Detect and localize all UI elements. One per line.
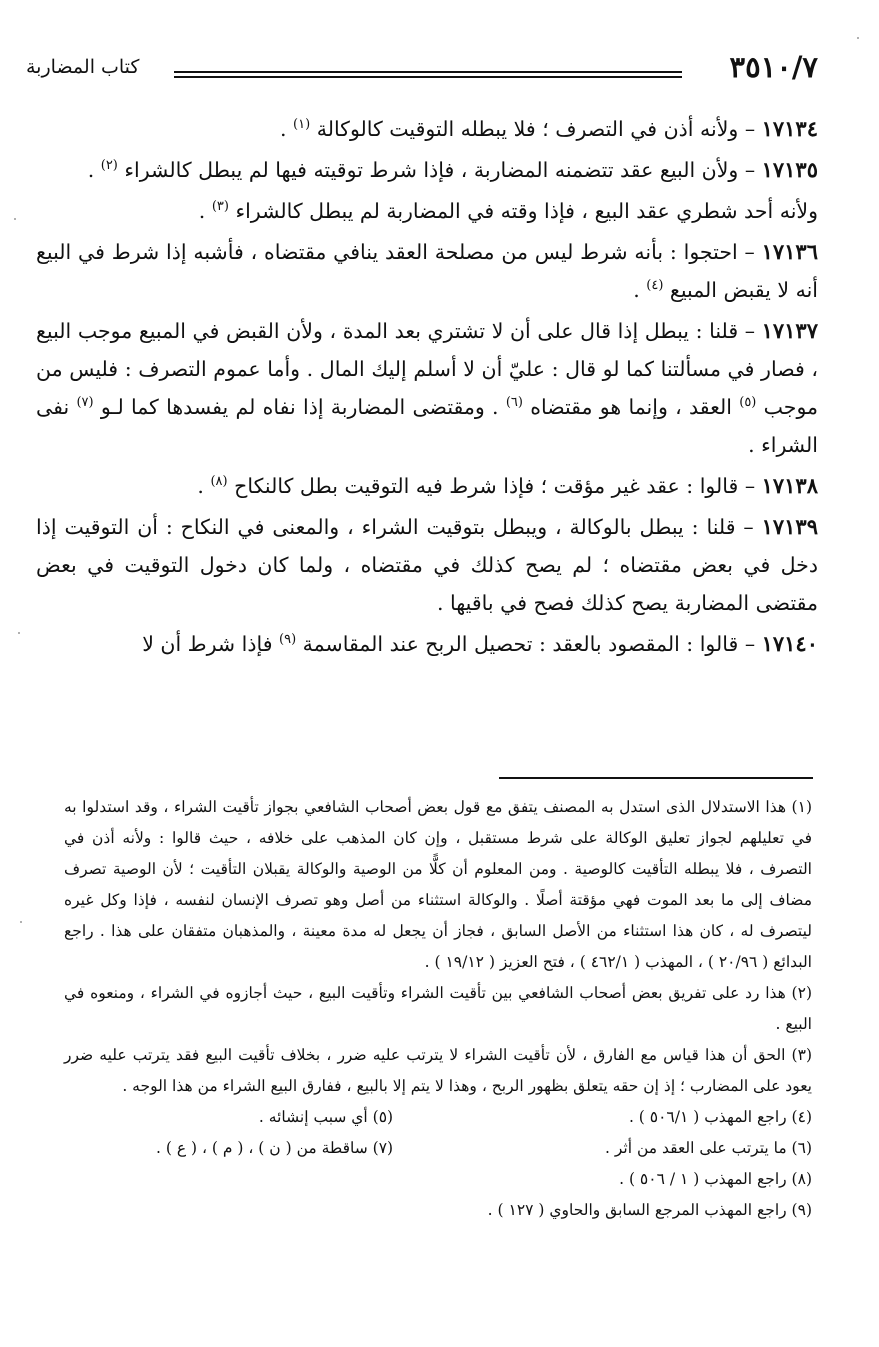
paragraph-unnumbered <box>36 192 818 230</box>
header-rule <box>174 71 682 73</box>
footnote-1: (١) هذا الاستدلال الذى استدل به المصنف يتفق مع قول بعض أصحاب الشافعي بجواز تأقيت الشراء ، وقد استدلوا به في تعليلهم لجواز تعليق الوكالة على شرط مستقبل ، وإن كان المذهب على خلافه ، حيث قالوا : ولأنه أذن في التصرف ، فلا يبطله التأقيت كالوصية . ومن المعلوم أن كلًّا من الوصية والوكالة يقبلان التأقيت ؛ لأن الوصية تصرف مضاف إلى ما بعد الموت فهي مؤقتة أصلًا . والوكالة استثناء من أصل وهو تصرف الإنسان لنفسه ، فإذا وكل غيره ليتصرف له ، كان هذا استثناء من الأصل السابق ، فجاز أن يجعل له مدة معينة ، والمذهبان متفقان على هذا . راجع البدائع ( ٢٠/٩٦ ) ، المهذب ( ٤٦٢/١ ) ، فتح العزيز ( ١٩/١٢ ) . <box>64 798 812 971</box>
footnote-2: (٢) هذا رد على تفريق بعض أصحاب الشافعي بين تأقيت الشراء وتأقيت البيع ، حيث أجازوه في الشراء ، ومنعوه في البيع . <box>64 984 812 1033</box>
paragraph-17135 <box>36 151 818 189</box>
footnote-8: (٨) راجع المهذب ( ١ / ٥٠٦ ) . <box>619 1170 812 1188</box>
footnote-6: (٦) ما يترتب على العقد من أثر . <box>604 1139 812 1157</box>
scan-speck <box>857 37 859 39</box>
paragraph-17138 <box>36 467 818 505</box>
entry-number: ١٧١٣٨ <box>761 473 818 498</box>
entry-number: ١٧١٣٥ <box>761 157 818 182</box>
paragraph-tail: . <box>280 117 294 141</box>
paragraph-tail: فإذا شرط أن لا <box>142 632 280 656</box>
footnote-4: (٤) راجع المهذب ( ٥٠٦/١ ) . <box>628 1108 812 1126</box>
footnote-ref[interactable]: (٣) <box>211 199 229 215</box>
paragraph-text: – قالوا : المقصود بالعقد : تحصيل الربح عند المقاسمة <box>296 632 762 656</box>
book-title: كتاب المضاربة <box>26 56 140 78</box>
footnote-3: (٣) الحق أن هذا قياس مع الفارق ، لأن تأقيت الشراء لا يترتب عليه ضرر ، بخلاف تأقيت البيع فقد يترتب عليه ضرر يعود على المضارب ؛ إذ إن حقه يتعلق بظهور الربح ، وهذا لا يتم إلا بالبيع ، ففارق البيع الشراء من هذا الوجه . <box>64 1046 812 1095</box>
footnote-ref[interactable]: (٨) <box>210 474 228 490</box>
scan-speck <box>18 632 20 634</box>
entry-number: ١٧١٣٤ <box>761 116 818 141</box>
footnote-5: (٥) أي سبب إنشائه . <box>258 1108 394 1126</box>
scan-speck <box>20 921 22 923</box>
paragraph-text: – ولأنه أذن في التصرف ؛ فلا يبطله التوقيت كالوكالة <box>310 117 762 141</box>
entry-number: ١٧١٣٦ <box>761 239 818 264</box>
footnote-separator <box>499 777 813 779</box>
entry-number: ١٧١٤٠ <box>761 631 818 656</box>
paragraph-text: – احتجوا : بأنه شرط ليس من مصلحة العقد ينافي مقتضاه ، فأشبه إذا شرط في البيع أنه لا يقبض المبيع <box>36 240 818 302</box>
paragraph-17137 <box>36 312 818 464</box>
paragraph-17136 <box>36 233 818 309</box>
footnote-ref[interactable]: (١) <box>293 117 311 133</box>
header-rule <box>174 76 682 78</box>
footnote-ref[interactable]: (٦) <box>505 395 523 411</box>
footnote-9: (٩) راجع المهذب المرجع السابق والحاوي ( ١٢٧ ) . <box>487 1201 812 1219</box>
paragraph-text: – ولأن البيع عقد تتضمنه المضاربة ، فإذا شرط توقيته فيها لم يبطل كالشراء <box>117 158 762 182</box>
footnote-row <box>64 1102 812 1133</box>
footnote-ref[interactable]: (٢) <box>100 158 118 174</box>
paragraph-tail: نفى الشراء . <box>36 395 818 457</box>
footnote-ref[interactable]: (٩) <box>279 632 297 648</box>
footnote-7: (٧) ساقطة من ( ن ) ، ( م ) ، ( ع ) . <box>156 1139 394 1157</box>
paragraph-text: – قالوا : عقد غير مؤقت ؛ فإذا شرط فيه التوقيت بطل كالنكاح <box>227 474 762 498</box>
page-number: ٣٥١٠/٧ <box>729 50 818 84</box>
footnote-ref[interactable]: (٧) <box>76 395 94 411</box>
paragraph-tail: . <box>197 474 211 498</box>
paragraph-text: العقد ، وإنما هو مقتضاه <box>522 395 740 419</box>
running-header <box>26 50 818 90</box>
entry-number: ١٧١٣٧ <box>761 318 818 343</box>
scan-speck <box>14 218 16 220</box>
footnotes <box>64 792 812 1226</box>
paragraph-text: – قلنا : يبطل بالوكالة ، ويبطل بتوقيت الشراء ، والمعنى في النكاح : أن التوقيت إذا دخل في بعض مقتضاه ؛ لم يصح كذلك في مقتضاه ، ولما كان دخول التوقيت في بعض مقتضى المضاربة يصح كذلك فصح في باقيها . <box>36 515 818 615</box>
paragraph-tail: . <box>87 158 101 182</box>
paragraph-tail: . <box>633 278 647 302</box>
footnote-row <box>64 1133 812 1164</box>
paragraph-17134 <box>36 110 818 148</box>
paragraph-17140 <box>36 625 818 663</box>
paragraph-text: . ومقتضى المضاربة إذا نفاه لم يفسدها كما لـو <box>93 395 506 419</box>
paragraph-text: ولأنه أحد شطري عقد البيع ، فإذا وقته في المضاربة لم يبطل كالشراء <box>228 199 818 223</box>
footnote-ref[interactable]: (٥) <box>739 395 757 411</box>
main-text <box>36 110 818 666</box>
footnote-ref[interactable]: (٤) <box>646 278 664 294</box>
paragraph-tail: . <box>198 199 212 223</box>
paragraph-text: – قلنا : يبطل إذا قال على أن لا تشتري بعد المدة ، ولأن القبض في المبيع موجب البيع ، فصار في مسألتنا كما لو قال : عليّ أن لا أسلم إليك المال . وأما عموم التصرف : فليس من موجب <box>36 319 819 419</box>
paragraph-17139 <box>36 508 818 622</box>
entry-number: ١٧١٣٩ <box>761 514 818 539</box>
